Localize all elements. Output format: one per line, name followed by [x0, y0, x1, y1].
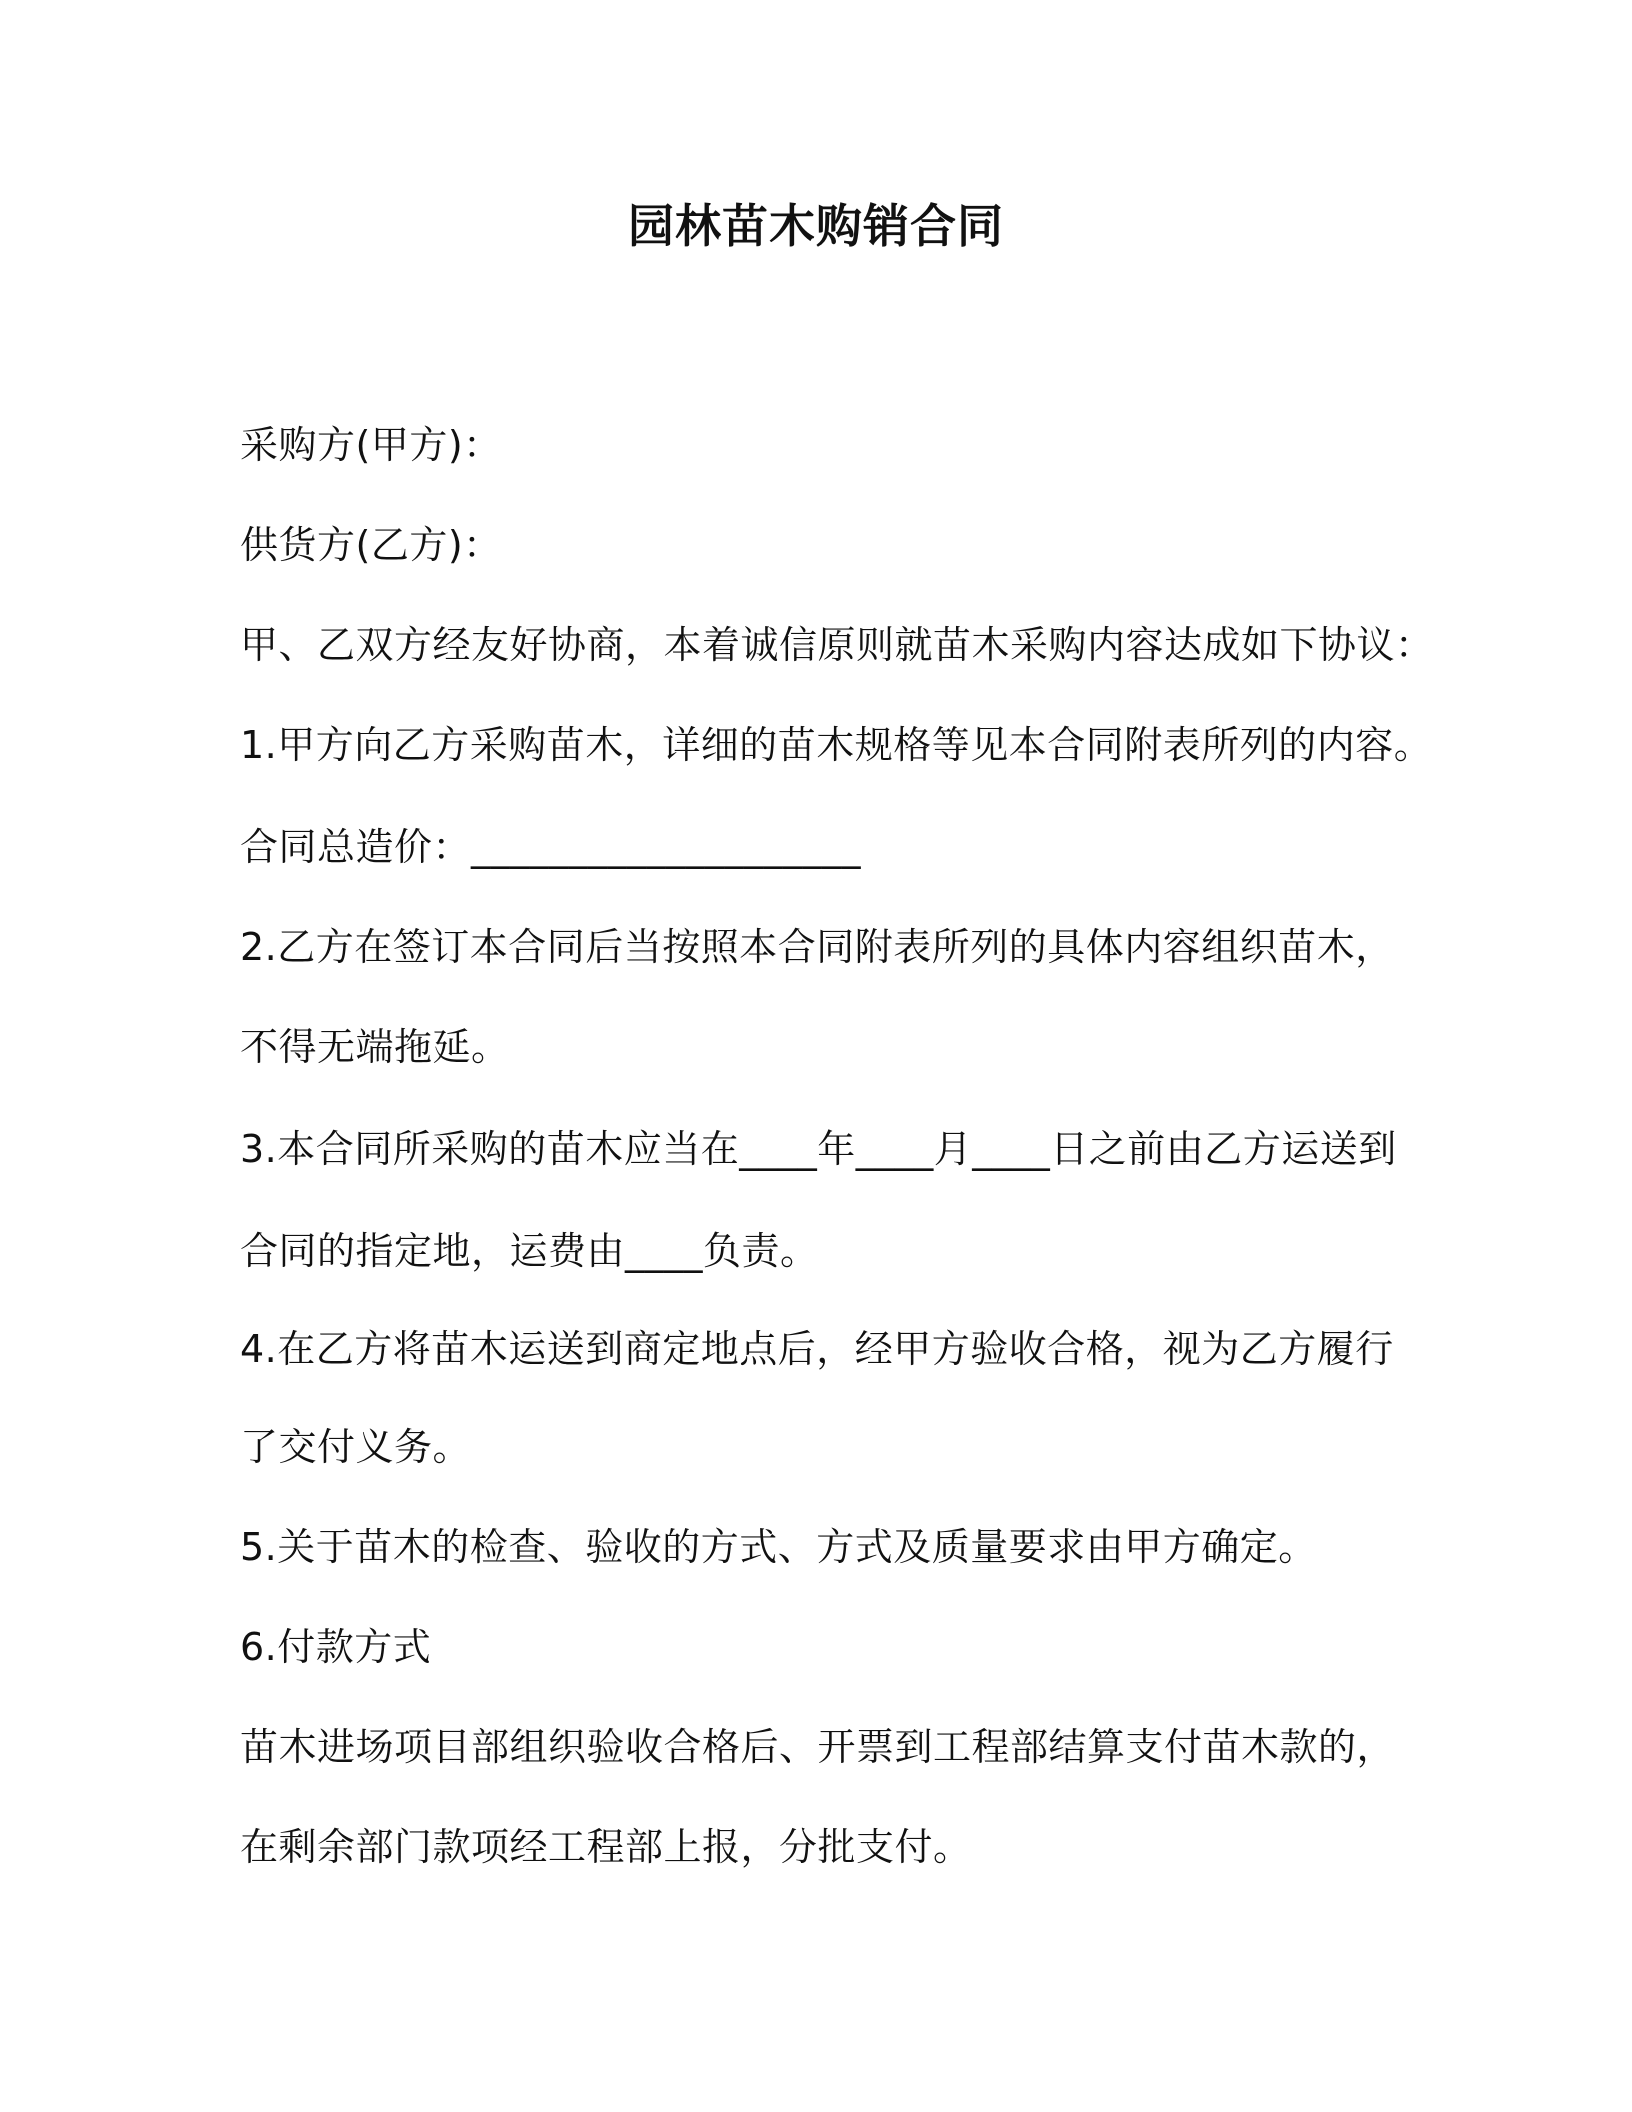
clause-5: 5.关于苗木的检查、验收的方式、方式及质量要求由甲方确定。 — [240, 1525, 1317, 1569]
payment-line-1: 苗木进场项目部组织验收合格后、开票到工程部结算支付苗木款的， — [240, 1725, 1396, 1769]
clause-2-line-2: 不得无端拖延。 — [240, 1025, 510, 1069]
document-title: 园林苗木购销合同 — [628, 199, 1004, 253]
clause-2-line-1: 2.乙方在签订本合同后当按照本合同附表所列的具体内容组织苗木， — [240, 925, 1394, 969]
party-b-line: 供货方(乙方)： — [240, 523, 502, 567]
clause-6-heading: 6.付款方式 — [240, 1625, 432, 1669]
party-a-line: 采购方(甲方)： — [240, 423, 502, 467]
agreement-intro: 甲、乙双方经友好协商，本着诚信原则就苗木采购内容达成如下协议： — [240, 623, 1434, 667]
clause-4-line-2: 了交付义务。 — [240, 1425, 472, 1469]
clause-4-line-1: 4.在乙方将苗木运送到商定地点后，经甲方验收合格，视为乙方履行 — [240, 1327, 1394, 1371]
payment-line-2: 在剩余部门款项经工程部上报，分批支付。 — [240, 1825, 972, 1869]
clause-1: 1.甲方向乙方采购苗木，详细的苗木规格等见本合同附表所列的内容。 — [240, 723, 1433, 767]
total-price-line: 合同总造价：____________________ — [240, 825, 862, 869]
clause-3-line-2: 合同的指定地，运费由____负责。 — [240, 1229, 819, 1273]
clause-3-line-1: 3.本合同所采购的苗木应当在____年____月____日之前由乙方运送到 — [240, 1127, 1397, 1171]
